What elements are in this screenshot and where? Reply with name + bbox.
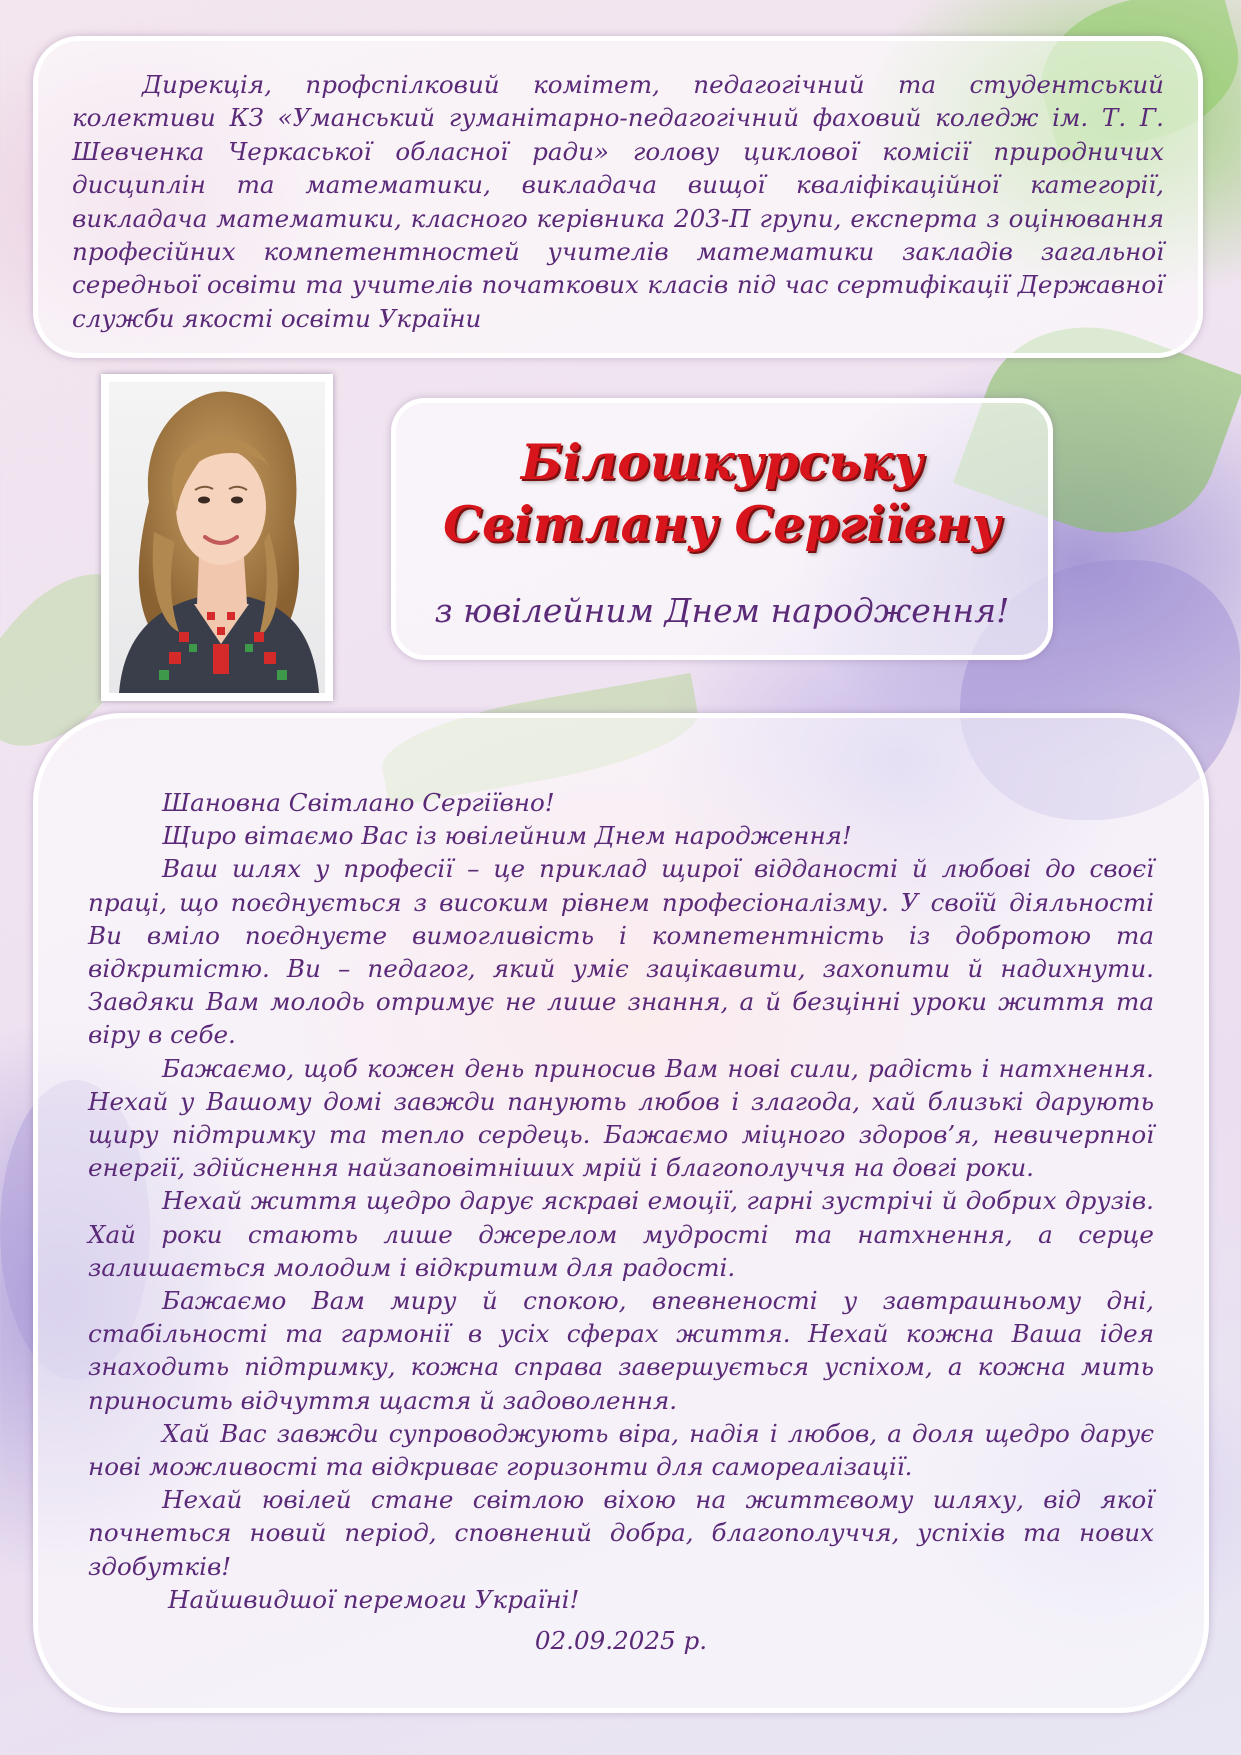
greeting-panel bbox=[33, 713, 1209, 1713]
recipient-given-names: Світлану Сергіївну bbox=[443, 495, 1001, 553]
portrait-photo bbox=[109, 382, 325, 693]
date: 02.09.2025 р. bbox=[534, 1626, 708, 1656]
intro-panel bbox=[33, 36, 1203, 358]
greeting-paragraph: Бажаємо, щоб кожен день приносив Вам нові сили, радість і натхнення. Нехай у Вашому домі завжди панують любов і злагода, хай близькі дарують щиру підтримку та тепло сердець. Бажаємо міцного здоров’я, невичерпної енергії, здійснення найзаповітніших мрій і благополуччя на довгі роки. bbox=[88, 1053, 1154, 1183]
greeting-paragraph: Хай Вас завжди супроводжують віра, надія і любов, а доля щедро дарує нові можливості та відкриває горизонти для самореалізації. bbox=[88, 1418, 1154, 1482]
portrait-frame bbox=[101, 374, 333, 701]
salutation: Шановна Світлано Сергіївно! bbox=[162, 788, 555, 817]
greeting-paragraph: Нехай життя щедро дарує яскраві емоції, гарні зустрічі й добрих друзів. Хай роки стають лише джерелом мудрості та натхнення, а серце залишається молодим і відкритим для радості. bbox=[88, 1186, 1154, 1282]
occasion-subtitle: з ювілейним Днем народження! bbox=[434, 591, 1010, 630]
name-panel bbox=[391, 398, 1053, 660]
portrait-illustration bbox=[109, 382, 325, 693]
greeting-paragraph: Бажаємо Вам миру й спокою, впевненості у завтрашньому дні, стабільності та гармонії в усіх сферах життя. Нехай кожна Ваша ідея знаходить підтримку, кожна справа завершується успіхом, а кожна мить приносить відчуття щастя й задоволення. bbox=[88, 1286, 1154, 1415]
recipient-surname: Білошкурську bbox=[520, 433, 924, 491]
closing-wish: Найшвидшої перемоги Україні! bbox=[168, 1584, 580, 1614]
greeting-paragraph: Нехай ювілей стане світлою віхою на життєвому шляху, від якої почнеться новий період, сповнений добра, благополуччя, успіхів та нових здобутків! bbox=[88, 1485, 1154, 1581]
greeting-paragraph: Ваш шлях у професії – це приклад щирої відданості й любові до своєї праці, що поєднується з високим рівнем професіоналізму. У своїй діяльності Ви вміло поєднуєте вимогливість і компетентність із добротою та відкритістю. Ви – педагог, який уміє зацікавити, захопити й надихнути. Завдяки Вам молодь отримує не лише знання, а й безцінні уроки життя та віру в себе. bbox=[88, 854, 1154, 1050]
greeting-paragraph: Щиро вітаємо Вас із ювілейним Днем народження! bbox=[162, 821, 852, 851]
intro-text: Дирекція, профспілковий комітет, педагогічний та студентський колективи КЗ «Уманський гуманітарно-педагогічний фаховий коледж ім. Т. Г. Шевченка Черкаської обласної ради» голову циклової комісії природничих дисциплін та математики, викладача вищої кваліфікаційної категорії, викладача математики, класного керівника 203-П групи, експерта з оцінювання професійних компетентностей учителів математики закладів загальної середньої освіти та учителів початкових класів під час сертифікації Державної служби якості освіти України bbox=[72, 70, 1164, 333]
